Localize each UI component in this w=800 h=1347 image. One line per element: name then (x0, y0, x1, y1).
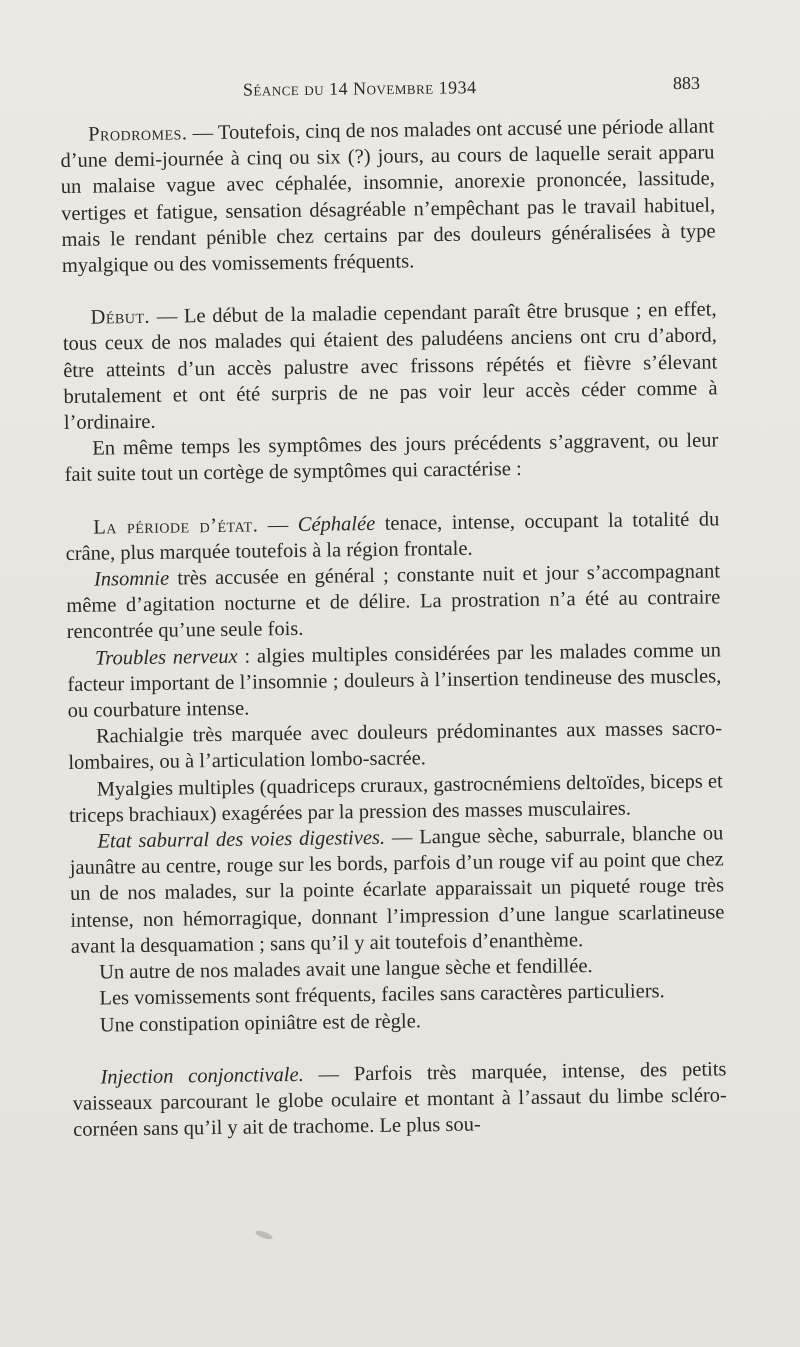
prodromes-text: — Toutefois, cinq de nos malades ont accusé une période allant d’une demi-journée à cinq ou six (?) jours, au cours de laquelle serait apparu un malaise vague avec céphalée, insomnie, anorexie prononcée, lassitude, vertiges et fatigue, sensation désagréable n’empêchant pas le travail habituel, mais le rendant pénible chez certains par des douleurs généralisées à type myalgique ou des vomissements fréquents. (60, 115, 716, 278)
etat-saburral-text: — Langue sèche, saburrale, blanche ou jaunâtre au centre, rouge sur les bords, parfois d’un rouge vif au point que chez un de nos malades, sur la pointe écarlate apparaissait un piqueté rouge très intense, non hémorragique, donnant l’impression d’une langue scarlatineuse avant la desquamation ; sans qu’il y ait toutefois d’enanthème. (69, 822, 725, 958)
etat-saburral-label: Etat saburral des voies digestives. (97, 826, 386, 853)
debut-text: — Le début de la maladie cependant paraît être brusque ; en effet, tous ceux de nos malades qui étaient des paludéens anciens ont cru d’abord, être atteints d’un accès palustre avec frissons répétés et fièvre s’élevant brutalement et ont été surpris de ne pas voir leur accès céder comme à l’ordinaire. (62, 298, 718, 435)
page-header (0, 74, 800, 112)
section-heading-prodromes: Prodromes. (88, 122, 188, 146)
paragraph-injection (72, 1056, 727, 1143)
paragraph-langue: Un autre de nos malades avait une langue sèche et fendillée. (98, 955, 593, 984)
paragraph-prodromes (60, 113, 716, 279)
cephalee-label: Céphalée (297, 512, 376, 536)
paragraph-constipation: Une constipation opiniâtre est de règle. (99, 1009, 422, 1037)
cephalee-text: tenace, intense, occupant la totalité du crâne, plus marquée toutefois à la région frontale. (65, 508, 720, 565)
paragraph-rachialgie: Rachialgie très marquée avec douleurs prédominantes aux masses sacro-lombaires, ou à l’articulation lombo-sacrée. (68, 717, 723, 775)
injection-text: — Parfois très marquée, intense, des petits vaisseaux parcourant le globe oculaire et montant à l’assaut du limbe scléro-cornéen sans qu’il y ait de trachome. Le plus sou- (72, 1058, 727, 1142)
troubles-label: Troubles nerveux (94, 645, 238, 670)
heading-dash: — (258, 513, 298, 537)
paragraph-periode-etat (65, 506, 720, 567)
insomnie-text: très accusée en général ; constante nuit et jour s’accompagnant même d’agitation nocturne et de délire. La prostration n’a été au contraire rencontrée qu’une seule fois. (66, 560, 721, 644)
ink-smudge (255, 1229, 274, 1241)
section-heading-periode-etat: La période d’état. (93, 514, 259, 539)
section-heading-debut: Début. (90, 306, 151, 329)
paragraph-troubles-nerveux (67, 637, 722, 724)
page-body (60, 113, 727, 1143)
page-number: 883 (672, 72, 701, 94)
troubles-text: : algies multiples considérées par les malades comme un facteur important de l’insomnie ; douleurs à l’insertion tendineuse des muscles, ou courbature intense. (67, 639, 722, 723)
insomnie-label: Insomnie (93, 567, 170, 591)
paragraph-vomissements: Les vomissements sont fréquents, faciles sans caractères particuliers. (99, 980, 665, 1010)
running-title: Séance du 14 Novembre 1934 (242, 77, 477, 100)
paragraph-etat-saburral (69, 820, 725, 960)
paragraph-insomnie (66, 558, 721, 645)
paragraph-myalgies: Myalgies multiples (quadriceps cruraux, gastrocnémiens deltoïdes, biceps et triceps brachiaux) exagérées par la pression des masses musculaires. (68, 770, 723, 827)
paragraph-debut (62, 297, 718, 437)
injection-label: Injection conjonctivale. (100, 1063, 304, 1089)
paragraph-debut-continuation: En même temps les symptômes des jours précédents s’aggravent, ou leur fait suite tout un cortège de symptômes qui caractérise : (64, 429, 719, 487)
